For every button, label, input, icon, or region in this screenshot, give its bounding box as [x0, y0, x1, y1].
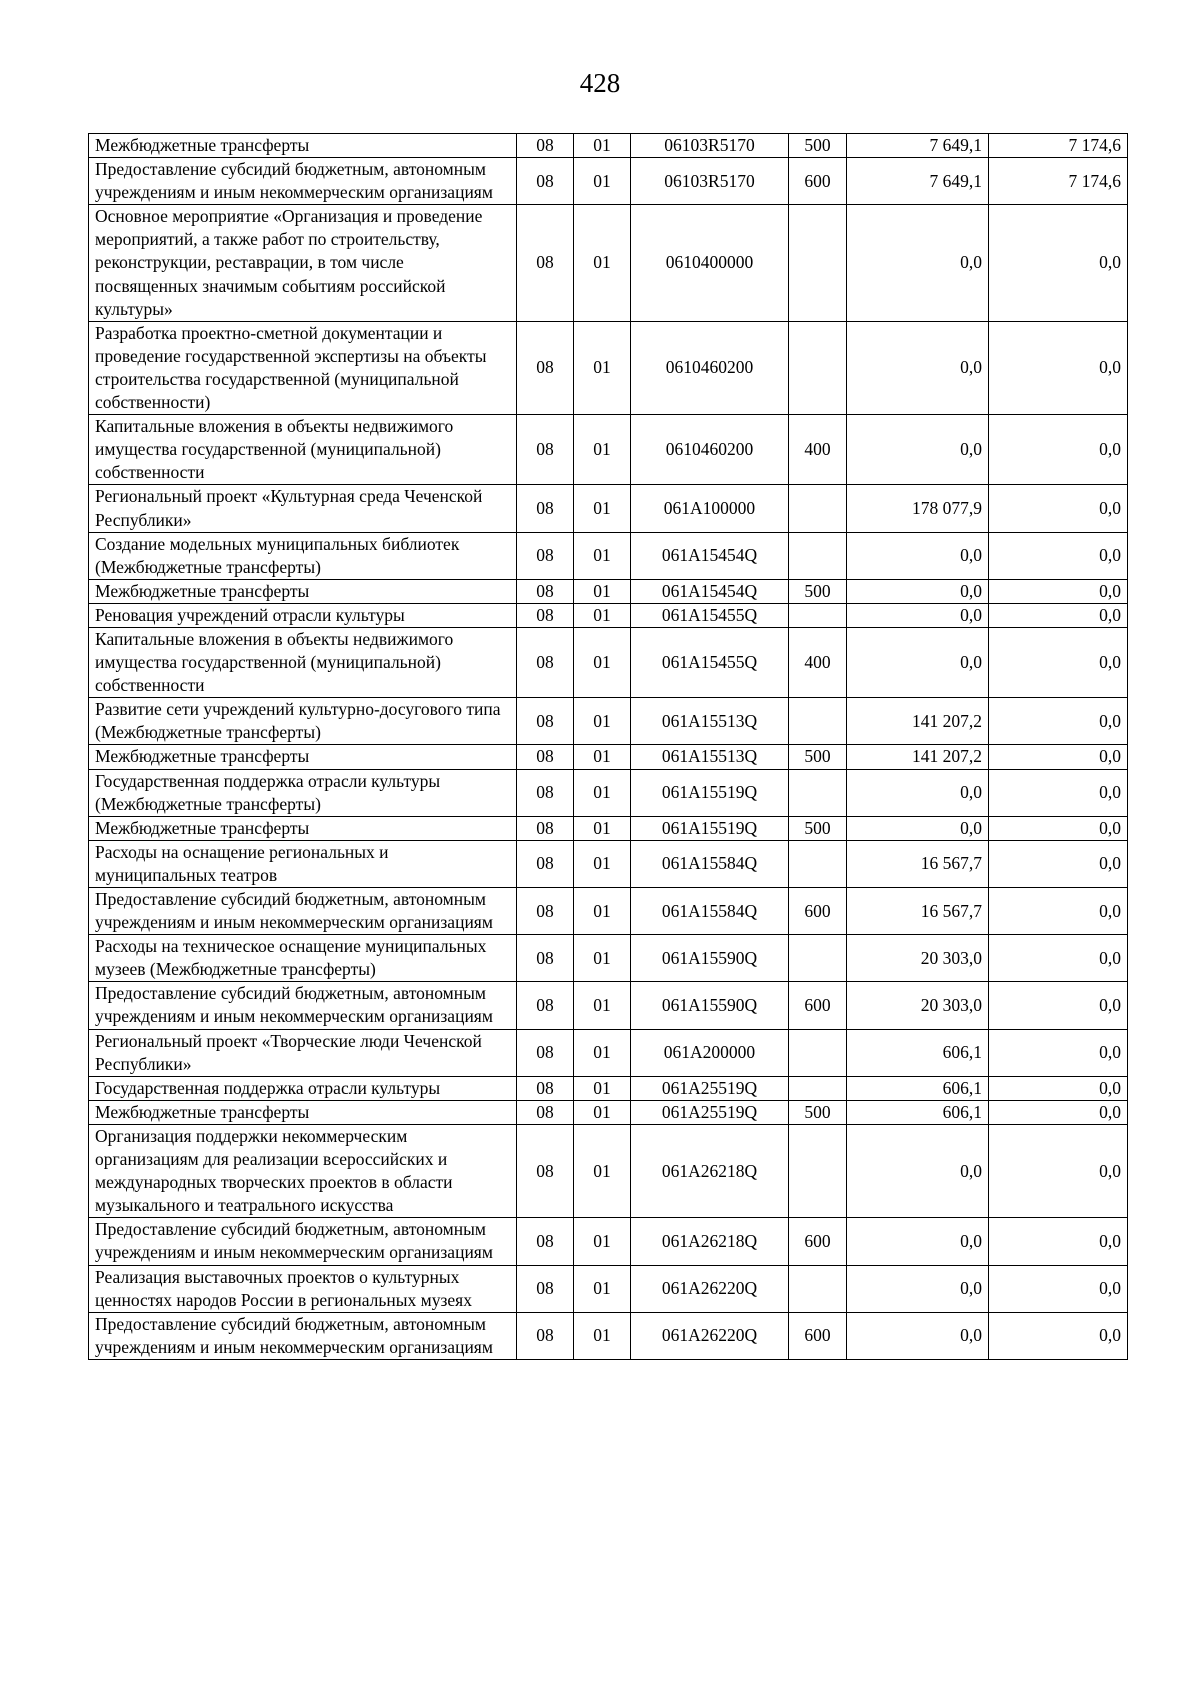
row-section: 08 [517, 134, 574, 158]
table-row [89, 745, 1128, 769]
row-amount-2: 0,0 [989, 698, 1128, 745]
row-expense-type: 600 [789, 888, 847, 935]
row-amount-2: 0,0 [989, 1124, 1128, 1217]
row-amount-1: 0,0 [847, 205, 989, 321]
row-target-article: 061A26220Q [631, 1265, 789, 1312]
row-expense-type [789, 840, 847, 887]
row-subsection: 01 [574, 603, 631, 627]
row-amount-1: 0,0 [847, 816, 989, 840]
row-amount-1: 606,1 [847, 1076, 989, 1100]
row-expense-type: 500 [789, 579, 847, 603]
row-name: Предоставление субсидий бюджетным, автономным учреждениям и иным некоммерческим организациям [89, 1218, 517, 1265]
row-amount-2: 0,0 [989, 840, 1128, 887]
row-section: 08 [517, 532, 574, 579]
table-row [89, 205, 1128, 321]
row-name: Развитие сети учреждений культурно-досугового типа (Межбюджетные трансферты) [89, 698, 517, 745]
row-subsection: 01 [574, 1218, 631, 1265]
table-row [89, 485, 1128, 532]
row-target-article: 0610460200 [631, 321, 789, 414]
row-section: 08 [517, 1265, 574, 1312]
row-expense-type: 400 [789, 627, 847, 697]
row-name: Расходы на техническое оснащение муниципальных музеев (Межбюджетные трансферты) [89, 935, 517, 982]
table-row [89, 840, 1128, 887]
table-row [89, 982, 1128, 1029]
row-name: Разработка проектно-сметной документации и проведение государственной экспертизы на объекты строительства государственной (муниципальной собственности) [89, 321, 517, 414]
row-name: Создание модельных муниципальных библиотек (Межбюджетные трансферты) [89, 532, 517, 579]
row-amount-1: 141 207,2 [847, 698, 989, 745]
row-subsection: 01 [574, 935, 631, 982]
row-name: Расходы на оснащение региональных и муниципальных театров [89, 840, 517, 887]
row-subsection: 01 [574, 485, 631, 532]
row-section: 08 [517, 816, 574, 840]
row-subsection: 01 [574, 415, 631, 485]
row-section: 08 [517, 485, 574, 532]
row-subsection: 01 [574, 205, 631, 321]
row-subsection: 01 [574, 1100, 631, 1124]
row-expense-type: 500 [789, 816, 847, 840]
row-expense-type [789, 485, 847, 532]
table-row [89, 1312, 1128, 1359]
row-subsection: 01 [574, 158, 631, 205]
row-section: 08 [517, 205, 574, 321]
row-name: Капитальные вложения в объекты недвижимого имущества государственной (муниципальной) собственности [89, 415, 517, 485]
row-name: Межбюджетные трансферты [89, 1100, 517, 1124]
row-name: Организация поддержки некоммерческим организациям для реализации всероссийских и международных творческих проектов в области музыкального и театрального искусства [89, 1124, 517, 1217]
row-amount-1: 7 649,1 [847, 158, 989, 205]
row-name: Реализация выставочных проектов о культурных ценностях народов России в региональных музеях [89, 1265, 517, 1312]
row-amount-2: 0,0 [989, 1265, 1128, 1312]
table-row [89, 415, 1128, 485]
row-subsection: 01 [574, 579, 631, 603]
row-subsection: 01 [574, 698, 631, 745]
row-expense-type [789, 1124, 847, 1217]
row-section: 08 [517, 840, 574, 887]
row-name: Основное мероприятие «Организация и проведение мероприятий, а также работ по строительству, реконструкции, реставрации, в том числе посвященных значимым событиям российской культуры» [89, 205, 517, 321]
row-amount-2: 0,0 [989, 982, 1128, 1029]
row-name: Предоставление субсидий бюджетным, автономным учреждениям и иным некоммерческим организациям [89, 158, 517, 205]
table-row [89, 816, 1128, 840]
row-amount-2: 0,0 [989, 579, 1128, 603]
row-amount-2: 0,0 [989, 888, 1128, 935]
row-section: 08 [517, 579, 574, 603]
row-amount-1: 20 303,0 [847, 935, 989, 982]
table-row [89, 888, 1128, 935]
table-row [89, 769, 1128, 816]
row-amount-1: 7 649,1 [847, 134, 989, 158]
row-target-article: 061A15590Q [631, 935, 789, 982]
row-target-article: 06103R5170 [631, 134, 789, 158]
row-amount-2: 0,0 [989, 1312, 1128, 1359]
table-row [89, 1029, 1128, 1076]
row-expense-type [789, 1029, 847, 1076]
row-section: 08 [517, 603, 574, 627]
row-amount-1: 0,0 [847, 532, 989, 579]
row-section: 08 [517, 1312, 574, 1359]
row-section: 08 [517, 1218, 574, 1265]
row-subsection: 01 [574, 532, 631, 579]
row-amount-2: 0,0 [989, 769, 1128, 816]
row-amount-2: 0,0 [989, 532, 1128, 579]
row-subsection: 01 [574, 321, 631, 414]
row-expense-type [789, 769, 847, 816]
row-name: Межбюджетные трансферты [89, 745, 517, 769]
row-amount-2: 0,0 [989, 1076, 1128, 1100]
row-name: Межбюджетные трансферты [89, 816, 517, 840]
row-amount-1: 178 077,9 [847, 485, 989, 532]
table-row [89, 1218, 1128, 1265]
row-amount-2: 0,0 [989, 1029, 1128, 1076]
row-subsection: 01 [574, 1076, 631, 1100]
row-subsection: 01 [574, 745, 631, 769]
row-amount-1: 0,0 [847, 579, 989, 603]
row-subsection: 01 [574, 1265, 631, 1312]
row-name: Реновация учреждений отрасли культуры [89, 603, 517, 627]
row-section: 08 [517, 935, 574, 982]
row-target-article: 061A15455Q [631, 627, 789, 697]
row-section: 08 [517, 321, 574, 414]
row-expense-type: 500 [789, 745, 847, 769]
table-row [89, 627, 1128, 697]
row-amount-2: 0,0 [989, 1100, 1128, 1124]
row-expense-type: 600 [789, 158, 847, 205]
table-row [89, 579, 1128, 603]
row-target-article: 06103R5170 [631, 158, 789, 205]
row-section: 08 [517, 888, 574, 935]
row-section: 08 [517, 627, 574, 697]
row-target-article: 0610400000 [631, 205, 789, 321]
row-target-article: 061A15584Q [631, 840, 789, 887]
row-target-article: 061A15584Q [631, 888, 789, 935]
row-target-article: 061A15513Q [631, 698, 789, 745]
table-row [89, 1124, 1128, 1217]
row-expense-type [789, 321, 847, 414]
row-amount-1: 16 567,7 [847, 888, 989, 935]
row-expense-type: 400 [789, 415, 847, 485]
row-target-article: 061A25519Q [631, 1100, 789, 1124]
row-subsection: 01 [574, 627, 631, 697]
table-row [89, 1076, 1128, 1100]
row-name: Капитальные вложения в объекты недвижимого имущества государственной (муниципальной) собственности [89, 627, 517, 697]
row-name: Предоставление субсидий бюджетным, автономным учреждениям и иным некоммерческим организациям [89, 982, 517, 1029]
table-row [89, 321, 1128, 414]
row-amount-2: 0,0 [989, 745, 1128, 769]
row-expense-type [789, 205, 847, 321]
row-amount-1: 20 303,0 [847, 982, 989, 1029]
row-amount-1: 0,0 [847, 415, 989, 485]
row-target-article: 061A26218Q [631, 1124, 789, 1217]
row-name: Межбюджетные трансферты [89, 579, 517, 603]
row-amount-1: 606,1 [847, 1029, 989, 1076]
row-name: Предоставление субсидий бюджетным, автономным учреждениям и иным некоммерческим организациям [89, 888, 517, 935]
row-subsection: 01 [574, 134, 631, 158]
row-section: 08 [517, 415, 574, 485]
row-subsection: 01 [574, 769, 631, 816]
table-row [89, 158, 1128, 205]
row-target-article: 061A15454Q [631, 579, 789, 603]
row-expense-type [789, 1076, 847, 1100]
row-subsection: 01 [574, 1124, 631, 1217]
row-amount-2: 0,0 [989, 816, 1128, 840]
row-name: Предоставление субсидий бюджетным, автономным учреждениям и иным некоммерческим организациям [89, 1312, 517, 1359]
table-row [89, 935, 1128, 982]
row-section: 08 [517, 745, 574, 769]
row-amount-1: 0,0 [847, 1265, 989, 1312]
row-section: 08 [517, 1029, 574, 1076]
row-section: 08 [517, 158, 574, 205]
page-number: 428 [579, 68, 621, 98]
row-target-article: 061A200000 [631, 1029, 789, 1076]
row-expense-type: 500 [789, 1100, 847, 1124]
row-amount-2: 0,0 [989, 485, 1128, 532]
row-target-article: 0610460200 [631, 415, 789, 485]
row-name: Региональный проект «Творческие люди Чеченской Республики» [89, 1029, 517, 1076]
row-amount-1: 0,0 [847, 627, 989, 697]
row-expense-type [789, 603, 847, 627]
row-target-article: 061A15454Q [631, 532, 789, 579]
row-amount-2: 0,0 [989, 1218, 1128, 1265]
row-name: Межбюджетные трансферты [89, 134, 517, 158]
row-subsection: 01 [574, 1029, 631, 1076]
row-amount-2: 7 174,6 [989, 158, 1128, 205]
row-target-article: 061A15519Q [631, 769, 789, 816]
row-section: 08 [517, 1076, 574, 1100]
table-row [89, 532, 1128, 579]
row-amount-1: 141 207,2 [847, 745, 989, 769]
row-amount-2: 0,0 [989, 935, 1128, 982]
row-subsection: 01 [574, 982, 631, 1029]
row-expense-type: 600 [789, 1312, 847, 1359]
row-amount-2: 0,0 [989, 205, 1128, 321]
table-row [89, 134, 1128, 158]
row-subsection: 01 [574, 888, 631, 935]
row-expense-type [789, 532, 847, 579]
row-amount-1: 0,0 [847, 769, 989, 816]
row-expense-type [789, 1265, 847, 1312]
row-name: Государственная поддержка отрасли культуры (Межбюджетные трансферты) [89, 769, 517, 816]
row-target-article: 061A15455Q [631, 603, 789, 627]
row-expense-type: 500 [789, 134, 847, 158]
row-subsection: 01 [574, 816, 631, 840]
row-section: 08 [517, 769, 574, 816]
row-name: Государственная поддержка отрасли культуры [89, 1076, 517, 1100]
row-amount-1: 16 567,7 [847, 840, 989, 887]
row-target-article: 061A15513Q [631, 745, 789, 769]
table-row [89, 1100, 1128, 1124]
row-name: Региональный проект «Культурная среда Чеченской Республики» [89, 485, 517, 532]
row-amount-2: 7 174,6 [989, 134, 1128, 158]
row-amount-1: 0,0 [847, 1124, 989, 1217]
table-row [89, 1265, 1128, 1312]
table-row [89, 603, 1128, 627]
row-subsection: 01 [574, 840, 631, 887]
row-section: 08 [517, 1124, 574, 1217]
row-amount-2: 0,0 [989, 603, 1128, 627]
row-subsection: 01 [574, 1312, 631, 1359]
row-expense-type: 600 [789, 982, 847, 1029]
row-amount-1: 0,0 [847, 321, 989, 414]
row-expense-type: 600 [789, 1218, 847, 1265]
row-amount-1: 0,0 [847, 1218, 989, 1265]
budget-table [88, 133, 1128, 1360]
row-target-article: 061A26220Q [631, 1312, 789, 1359]
row-amount-1: 0,0 [847, 1312, 989, 1359]
row-expense-type [789, 935, 847, 982]
row-amount-2: 0,0 [989, 627, 1128, 697]
row-section: 08 [517, 1100, 574, 1124]
row-section: 08 [517, 698, 574, 745]
row-target-article: 061A15590Q [631, 982, 789, 1029]
row-target-article: 061A26218Q [631, 1218, 789, 1265]
row-section: 08 [517, 982, 574, 1029]
row-amount-2: 0,0 [989, 321, 1128, 414]
row-target-article: 061A100000 [631, 485, 789, 532]
row-amount-2: 0,0 [989, 415, 1128, 485]
row-expense-type [789, 698, 847, 745]
row-amount-1: 606,1 [847, 1100, 989, 1124]
table-row [89, 698, 1128, 745]
row-amount-1: 0,0 [847, 603, 989, 627]
row-target-article: 061A15519Q [631, 816, 789, 840]
row-target-article: 061A25519Q [631, 1076, 789, 1100]
table-body [89, 134, 1128, 1360]
